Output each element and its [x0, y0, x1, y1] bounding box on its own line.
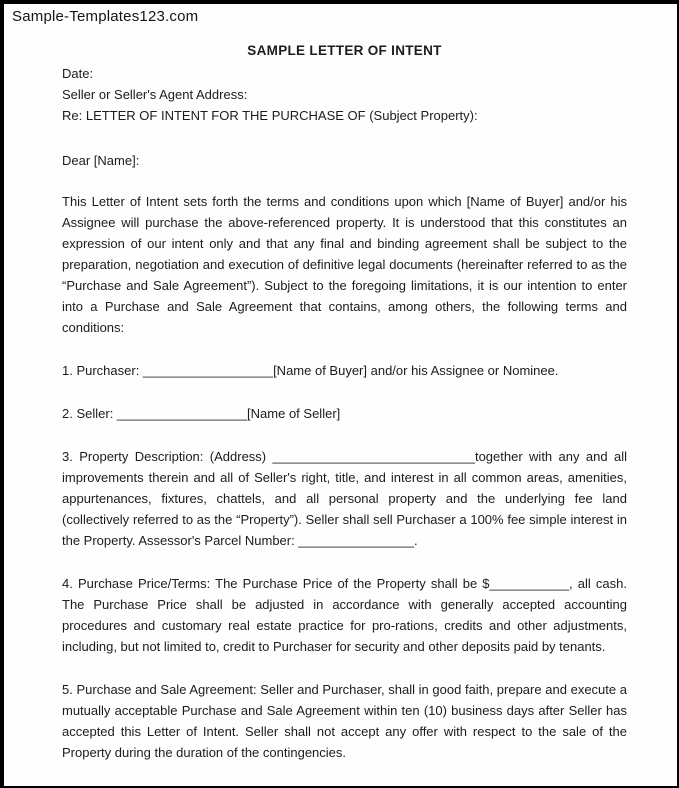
date-line: Date: [62, 66, 94, 81]
letter-item-seller: 2. Seller: __________________[Name of Seller] [62, 406, 341, 421]
salutation: Dear [Name]: [62, 153, 140, 168]
letter-item-purchase-sale-agreement: 5. Purchase and Sale Agreement: Seller and Purchaser, shall in good faith, prepare and execute a mutually acceptable Purchase and Sale Agreement within ten (10) business days after Seller has accepted this Letter of Intent. Seller shall not accept any offer with respect to the sale of the Property during the duration of the contingencies. [62, 682, 627, 760]
intro-paragraph: This Letter of Intent sets forth the terms and conditions upon which [Name of Buyer] and/or his Assignee will purchase the above-referenced property. It is understood that this constitutes an expression of our intent only and that any final and binding agreement shall be subject to the preparation, negotiation and execution of definitive legal documents (hereinafter referred to as the “Purchase and Sale Agreement”). Subject to the foregoing limitations, it is our intention to enter into a Purchase and Sale Agreement that contains, among others, the following terms and conditions: [62, 194, 627, 335]
letter-content [4, 40, 677, 763]
site-watermark: Sample-Templates123.com [12, 8, 199, 25]
letter-meta-block [62, 63, 627, 126]
letter-item-purchase-price-terms: 4. Purchase Price/Terms: The Purchase Price of the Property shall be $___________, all cash. The Purchase Price shall be adjusted in accordance with generally accepted accounting procedures and customary real estate practice for pro-rations, credits and other adjustments, including, but not limited to, credit to Purchaser for security and other deposits paid by tenants. [62, 576, 627, 654]
letter-title: SAMPLE LETTER OF INTENT [247, 43, 442, 58]
letter-item-purchaser: 1. Purchaser: __________________[Name of Buyer] and/or his Assignee or Nominee. [62, 363, 559, 378]
re-subject-line: Re: LETTER OF INTENT FOR THE PURCHASE OF (Subject Property): [62, 108, 478, 123]
letter-item-property-description: 3. Property Description: (Address) ____________________________together with any and all improvements therein and all of Seller's right, title, and interest in all common areas, amenities, appurtenances, fixtures, chattels, and all personal property and the underlying fee land (collectively referred to as the “Property”). Seller shall sell Purchaser a 100% fee simple interest in the Property. Assessor's Parcel Number: ________________. [62, 449, 627, 548]
seller-address-line: Seller or Seller's Agent Address: [62, 87, 248, 102]
